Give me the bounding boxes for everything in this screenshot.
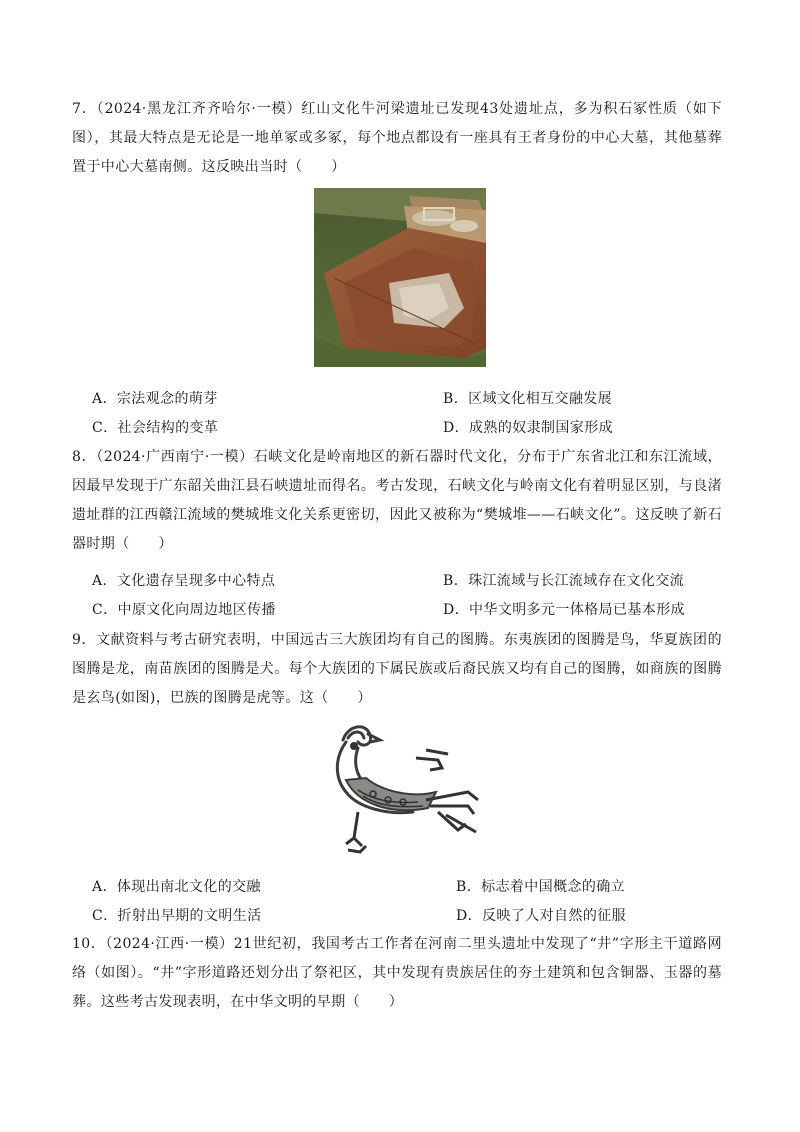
q9-option-b[interactable]: B．标志着中国概念的确立 [456,879,626,895]
q9-option-c[interactable]: C．折射出早期的文明生活 [92,908,262,924]
q7-option-a[interactable]: A．宗法观念的萌芽 [92,391,218,407]
xuanniao-bird-totem-image [318,720,490,862]
excavation-site-photo [314,188,486,367]
question-7-text: 7．（2024·黑龙江齐齐哈尔·一模）红山文化牛河梁遗址已发现43处遗址点，多为积石冢性质（如下图），其最大特点是无论是一地单冢或多冢，每个地点都设有一座具有王者身份的中心大墓，其他墓葬置于中心大墓南侧。这反映出当时（ ） [72,101,722,175]
question-9-text: 9．文献资料与考古研究表明，中国远古三大族团均有自己的图腾。东夷族团的图腾是鸟，华夏族团的图腾是龙，南苗族团的图腾是犬。每个大族团的下属民族或后裔民族又均有自己的图腾，如商族的图腾是玄鸟(如图)，巴族的图腾是虎等。这（ ） [72,632,722,706]
q9-option-d[interactable]: D．反映了人对自然的征服 [456,908,627,924]
q7-option-c[interactable]: C．社会结构的变革 [92,420,219,436]
q7-option-d[interactable]: D．成熟的奴隶制国家形成 [443,420,614,436]
q8-option-a[interactable]: A．文化遗存呈现多中心特点 [92,573,276,589]
q8-option-b[interactable]: B．珠江流域与长江流域存在文化交流 [443,573,685,589]
q7-option-b[interactable]: B．区域文化相互交融发展 [443,391,613,407]
question-10-text: 10．（2024·江西·一模）21世纪初，我国考古工作者在河南二里头遗址中发现了“井”字形主干道路网络（如图）。“井”字形道路还划分出了祭祀区，其中发现有贵族居住的夯土建筑和包含铜器、玉器的墓葬。这些考古发现表明，在中华文明的早期（ ） [72,936,722,1010]
q8-option-d[interactable]: D．中华文明多元一体格局已基本形成 [443,602,686,618]
q9-option-a[interactable]: A．体现出南北文化的交融 [92,879,261,895]
q8-option-c[interactable]: C．中原文化向周边地区传播 [92,602,276,618]
question-8-text: 8．（2024·广西南宁·一模）石峡文化是岭南地区的新石器时代文化，分布于广东省北江和东江流域，因最早发现于广东韶关曲江县石峡遗址而得名。考古发现，石峡文化与岭南文化有着明显区别，与良渚遗址群的江西赣江流域的樊城堆文化关系更密切，因此又被称为“樊城堆——石峡文化”。这反映了新石器时期（ ） [72,449,722,552]
